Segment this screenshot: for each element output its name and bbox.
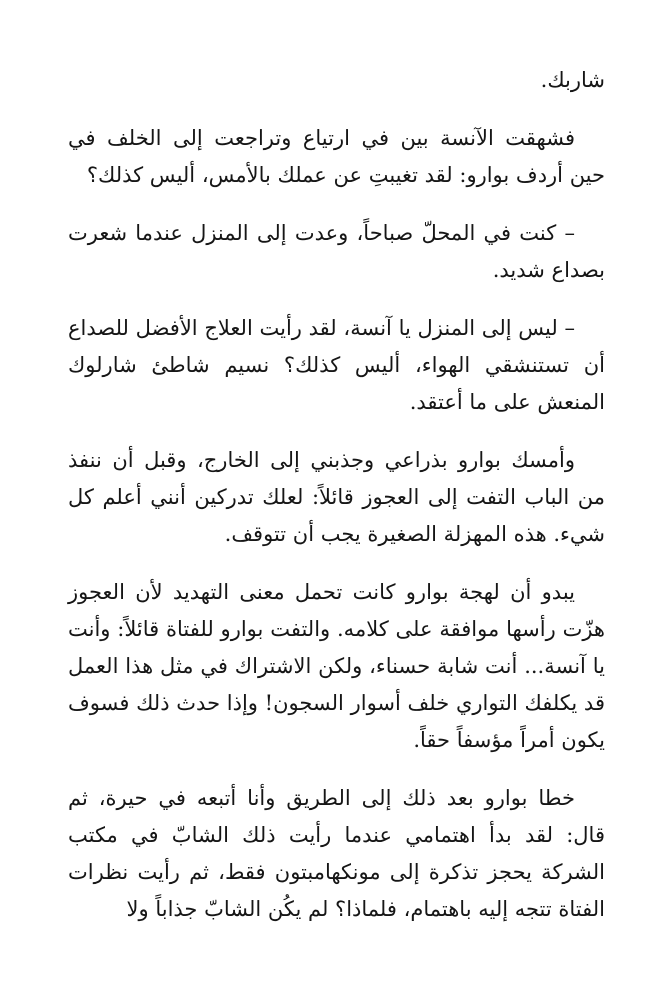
paragraph-continuation: شاربك.: [540, 68, 605, 92]
paragraph-dialogue: – كنت في المحلّ صباحاً، وعدت إلى المنزل عندما شعرت بصداع شديد.: [68, 221, 605, 282]
paragraph: فشهقت الآنسة بين في ارتياع وتراجعت إلى الخلف في حين أردف بوارو: لقد تغيبتِ عن عملك بالأمس، أليس كذلك؟: [68, 126, 605, 187]
paragraph: يبدو أن لهجة بوارو كانت تحمل معنى التهديد لأن العجوز هزّت رأسها موافقة على كلامه. والتفت بوارو للفتاة قائلاً: وأنت يا آنسة... أنت شابة حسناء، ولكن الاشتراك في مثل هذا العمل قد يكلفك التواري خلف أسوار السجون! وإذا حدث ذلك فسوف يكون أمراً مؤسفاً حقاً.: [68, 580, 605, 752]
paragraph-dialogue: – ليس إلى المنزل يا آنسة، لقد رأيت العلاج الأفضل للصداع أن تستنشقي الهواء، أليس كذلك؟ نسيم شاطئ شارلوك المنعش على ما أعتقد.: [68, 316, 605, 414]
paragraph: وأمسك بوارو بذراعي وجذبني إلى الخارج، وقبل أن ننفذ من الباب التفت إلى العجوز قائلاً: لعلك تدركين أنني أعلم كل شيء. هذه المهزلة الصغيرة يجب أن تتوقف.: [68, 448, 605, 546]
book-page: [68, 62, 605, 949]
paragraph: خطا بوارو بعد ذلك إلى الطريق وأنا أتبعه في حيرة، ثم قال: لقد بدأ اهتمامي عندما رأيت ذلك الشابّ في مكتب الشركة يحجز تذكرة إلى مونكهامبتون فقط، ثم رأيت نظرات الفتاة تتجه إليه باهتمام، فلماذا؟ لم يكُن الشابّ جذاباً ولا: [68, 786, 605, 921]
